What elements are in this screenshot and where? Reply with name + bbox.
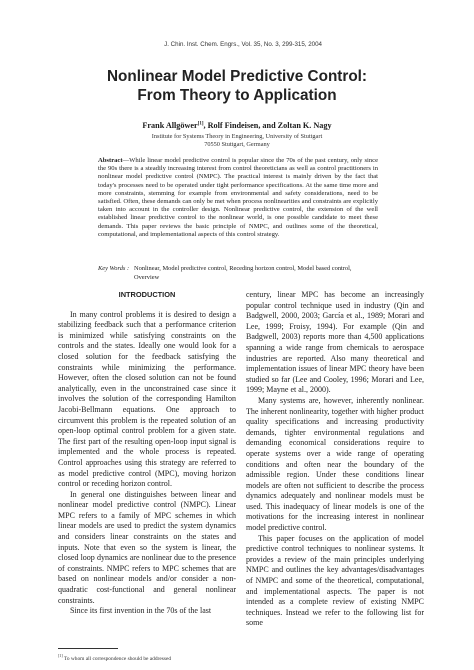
- affiliation: [0, 133, 474, 148]
- abstract-label: Abstract: [98, 157, 123, 164]
- abstract-text: —While linear model predictive control is popular since the 70s of the past century, only since the 90s there is a steadily increasing interest from control theoreticians as well as control practitioners in nonlinear model predictive control (NMPC). The practical interest is mainly driven by the fact that today's processes need to be operated under tight performance specifications. At the same time more and more constraints, stemming for example from environmental and safety considerations, need to be satisfied. Often, these demands can only be met when process nonlinearities and constraints are explicitly taken into account in the controller design. Nonlinear predictive control, the extension of the well established linear predictive control to the nonlinear world, is one possible candidate to meet these demands. This paper reviews the basic principle of NMPC, and outlines some of the theoretical, computational, and implementational aspects of this control strategy.: [98, 157, 378, 238]
- title-line-1: Nonlinear Model Predictive Control:: [106, 68, 368, 85]
- keywords: [98, 265, 378, 283]
- paper-title: [0, 67, 474, 105]
- footnote-rule: [58, 648, 118, 649]
- journal-citation: J. Chin. Inst. Chem. Engrs., Vol. 35, No. 3, 299-315, 2004: [164, 41, 322, 48]
- paragraph: This paper focuses on the application of model predictive control techniques to nonlinear systems. It provides a review of the main principles underlying NMPC and outlines the key advantages/disadvantages of NMPC and some of the theoretical, computational, and implementational aspects. The paper is not intended as a complete review of existing NMPC techniques. Instead we refer to the following list for some: [246, 533, 424, 628]
- affiliation-line-2: 70550 Stuttgart, Germany: [204, 140, 270, 148]
- keywords-label: Key Words :: [98, 265, 130, 272]
- footnote: [58, 653, 171, 662]
- affiliation-line-1: Institute for Systems Theory in Engineering, University of Stuttgart: [151, 133, 323, 140]
- title-line-2: From Theory to Application: [137, 87, 337, 104]
- column-right: [246, 290, 424, 629]
- paragraph: Many systems are, however, inherently nonlinear. The inherent nonlinearity, together with higher product quality specifications and increasing productivity demands, tighter environmental regulations and demanding economical considerations require to operate systems over a wide range of operating conditions and often near the boundary of the admissible region. Under these conditions linear models are often not sufficient to describe the process dynamics adequately and nonlinear models must be used. This inadequacy of linear models is one of the motivations for the increasing interest in nonlinear model predictive control.: [246, 395, 424, 533]
- section-heading: INTRODUCTION: [118, 290, 176, 299]
- paragraph: In many control problems it is desired to design a stabilizing feedback such that a performance criterion is minimized while satisfying constraints on the controls and the states. Ideally one would look for a closed solution for the feedback satisfying the constraints while minimizing the performance. However, often the closed solution can not be found analytically, even in the unconstrained case since it involves the solution of the corresponding Hamilton Jacobi-Bellmann equations. One approach to circumvent this problem is the repeated solution of an open-loop optimal control problem for a given state. The first part of the resulting open-loop input signal is implemented and the whole process is repeated. Control approaches using this strategy are referred to as model predictive control (MPC), moving horizon control or receding horizon control.: [58, 309, 236, 489]
- paragraph: century, linear MPC has become an increasingly popular control technique used in industry (Qin and Badgwell, 2000, 2003; García et al., 1989; Morari and Lee, 1999; Froisy, 1994). For example (Qin and Badgwell, 2003) reports more than 4,500 applications spanning a wide range from chemicals to aerospace industries are reported. Also many theoretical and implementation issues of linear MPC theory have been studied so far (Lee and Cooley, 1996; Morari and Lee, 1999; Mayne et al., 2000).: [246, 290, 424, 395]
- footnote-mark: [1]: [58, 653, 63, 658]
- author-1: Frank Allgöwer: [142, 121, 198, 130]
- footnote-text: To whom all correspondence should be addressed: [62, 655, 172, 662]
- column-left: [58, 290, 236, 617]
- author-list: [0, 121, 474, 130]
- paragraph: Since its first invention in the 70s of the last: [70, 606, 212, 616]
- abstract: [98, 157, 378, 239]
- author-footnote-mark: [1]: [197, 121, 204, 127]
- keywords-text: Nonlinear, Model predictive control, Receding horizon control, Model based control, Overview: [134, 265, 352, 281]
- other-authors: , Rolf Findeisen, and Zoltan K. Nagy: [203, 121, 332, 130]
- paragraph: In general one distinguishes between linear and nonlinear model predictive control (NMPC). Linear MPC refers to a family of MPC schemes in which linear models are used to predict the system dynamics and considers linear constraints on the states and inputs. Note that even so the system is linear, the closed loop dynamics are nonlinear due to the presence of constraints. NMPC refers to MPC schemes that are based on nonlinear models and/or consider a non-quadratic cost-functional and general nonlinear constraints.: [58, 489, 236, 605]
